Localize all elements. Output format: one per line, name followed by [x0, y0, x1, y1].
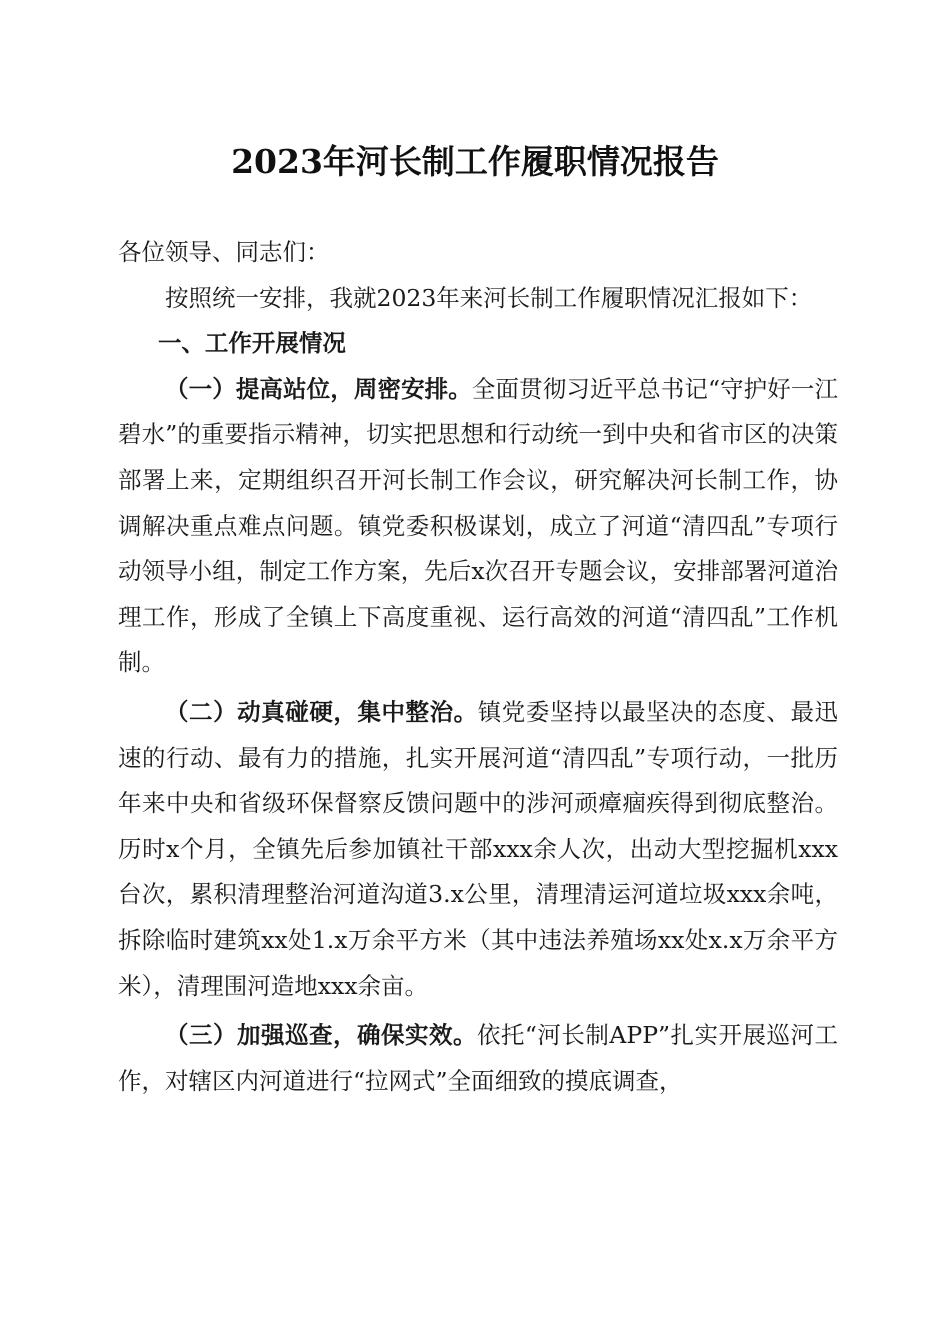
- paragraph-item-2: [118, 690, 838, 1009]
- paragraph-text: 全面贯彻习近平总书记“守护好一江碧水”的重要指示精神，切实把思想和行动统一到中央和省市区的决策部署上来，定期组织召开河长制工作会议，研究解决河长制工作，协调解决重点难点问题。镇党委积极谋划，成立了河道“清四乱”专项行动领导小组，制定工作方案，先后x次召开专题会议，安排部署河道治理工作，形成了全镇上下高度重视、运行高效的河道“清四乱”工作机制。: [118, 374, 839, 677]
- document-title: 2023年河长制工作履职情况报告: [231, 142, 719, 181]
- paragraph-text: 镇党委坚持以最坚决的态度、最迅速的行动、最有力的措施，扎实开展河道“清四乱”专项行动，一批历年来中央和省级环保督察反馈问题中的涉河顽瘴痼疾得到彻底整治。历时x个月，全镇先后参加镇社干部xxx余人次，出动大型挖掘机xxx台次，累积清理整治河道沟道3.x公里，清理清运河道垃圾xxx余吨，拆除临时建筑xx处1.x万余平方米（其中违法养殖场xx处x.x万余平方米），清理围河造地xxx余亩。: [118, 697, 839, 1000]
- intro-paragraph: 按照统一安排，我就2023年来河长制工作履职情况汇报如下：: [165, 283, 813, 312]
- paragraph-text: 依托“河长制APP”扎实开展巡河工作，对辖区内河道进行“拉网式”全面细致的摸底调查，: [118, 1021, 838, 1095]
- paragraph-item-3: [118, 1013, 838, 1104]
- paragraph-lead: （三）加强巡查，确保实效。: [165, 1021, 477, 1050]
- section-heading: 一、工作开展情况: [157, 329, 346, 358]
- document-body: [118, 230, 838, 1104]
- salutation: 各位领导、同志们：: [118, 238, 330, 266]
- paragraph-lead: （二）动真碰硬，集中整治。: [165, 697, 478, 726]
- paragraph-lead: （一）提高站位，周密安排。: [165, 374, 472, 403]
- paragraph-item-1: [118, 367, 838, 686]
